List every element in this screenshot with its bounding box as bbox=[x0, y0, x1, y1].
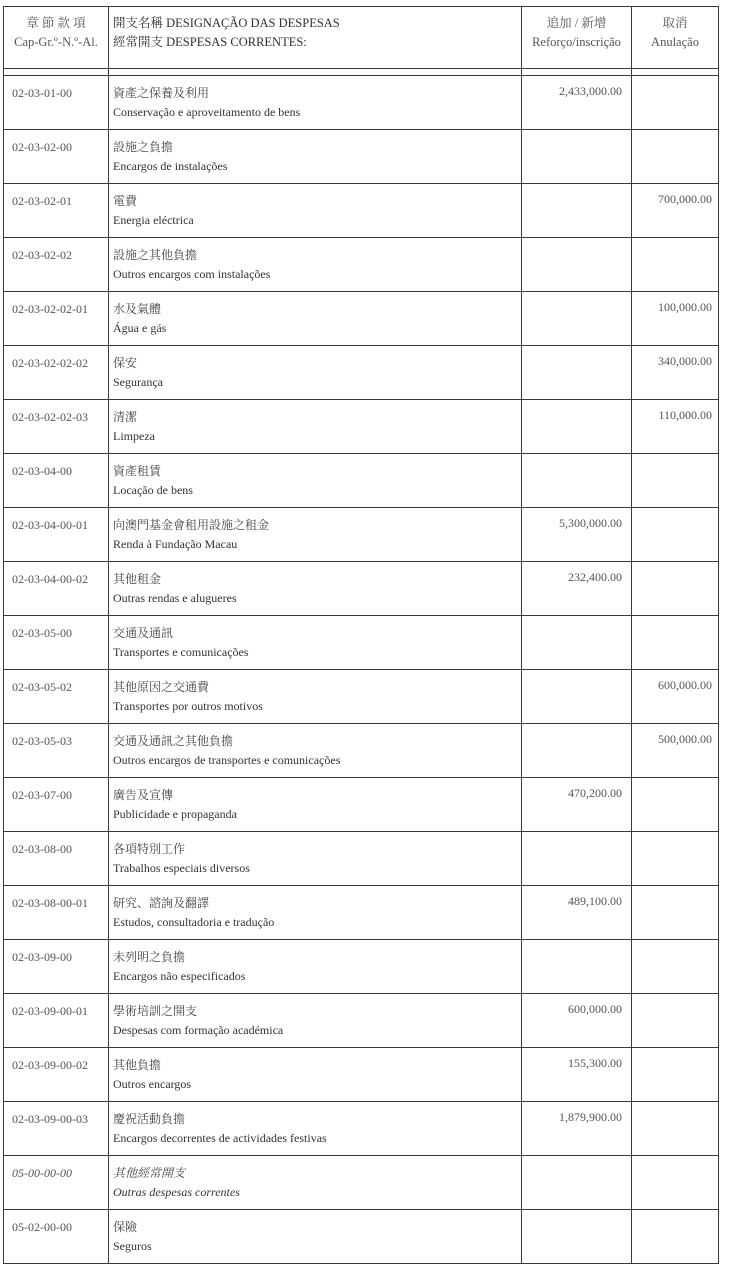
row-code: 02-03-02-02-01 bbox=[4, 292, 109, 346]
table-body bbox=[4, 76, 719, 1264]
table-row bbox=[4, 724, 719, 778]
row-designation-pt: Encargos de instalações bbox=[113, 159, 228, 173]
row-designation-pt: Renda à Fundação Macau bbox=[113, 537, 238, 551]
table-row bbox=[4, 778, 719, 832]
row-designation-zh: 未列明之負擔 bbox=[113, 950, 186, 964]
row-designation-zh: 清潔 bbox=[113, 410, 138, 424]
row-reforco-amount bbox=[522, 184, 632, 238]
row-designation-zh: 水及氣體 bbox=[113, 302, 162, 316]
row-designation-zh: 資產租賃 bbox=[113, 464, 162, 478]
row-designation bbox=[109, 130, 522, 184]
row-anulacao-amount bbox=[632, 1156, 719, 1210]
table-row bbox=[4, 832, 719, 886]
row-designation-pt: Conservação e aproveitamento de bens bbox=[113, 105, 301, 119]
table-row bbox=[4, 886, 719, 940]
header-designation-line2: 經常開支 DESPESAS CORRENTES: bbox=[113, 35, 307, 49]
row-anulacao-amount: 600,000.00 bbox=[632, 670, 719, 724]
table-row bbox=[4, 1156, 719, 1210]
header-anulacao-pt: Anulação bbox=[651, 35, 699, 49]
row-reforco-amount bbox=[522, 130, 632, 184]
row-reforco-amount bbox=[522, 940, 632, 994]
row-reforco-amount: 600,000.00 bbox=[522, 994, 632, 1048]
row-designation-pt: Outras despesas correntes bbox=[113, 1185, 240, 1199]
table-row bbox=[4, 616, 719, 670]
header-code-pt: Cap-Gr.º-N.º-Al. bbox=[14, 35, 98, 49]
row-designation bbox=[109, 778, 522, 832]
row-reforco-amount: 155,300.00 bbox=[522, 1048, 632, 1102]
row-designation bbox=[109, 832, 522, 886]
budget-table bbox=[3, 6, 719, 1264]
header-reforco-zh: 追加 / 新增 bbox=[546, 16, 607, 30]
row-anulacao-amount: 500,000.00 bbox=[632, 724, 719, 778]
row-code: 02-03-04-00-02 bbox=[4, 562, 109, 616]
row-code: 02-03-09-00-03 bbox=[4, 1102, 109, 1156]
row-code: 02-03-08-00 bbox=[4, 832, 109, 886]
row-designation-zh: 研究、諮詢及翻譯 bbox=[113, 896, 210, 910]
row-reforco-amount: 1,879,900.00 bbox=[522, 1102, 632, 1156]
row-designation bbox=[109, 238, 522, 292]
row-anulacao-amount: 110,000.00 bbox=[632, 400, 719, 454]
row-designation bbox=[109, 670, 522, 724]
row-anulacao-amount bbox=[632, 1102, 719, 1156]
row-designation bbox=[109, 562, 522, 616]
row-code: 02-03-08-00-01 bbox=[4, 886, 109, 940]
row-code: 02-03-01-00 bbox=[4, 76, 109, 130]
row-reforco-amount bbox=[522, 670, 632, 724]
row-designation bbox=[109, 400, 522, 454]
row-designation-zh: 交通及通訊 bbox=[113, 626, 174, 640]
row-designation bbox=[109, 184, 522, 238]
row-reforco-amount: 489,100.00 bbox=[522, 886, 632, 940]
row-designation-zh: 電費 bbox=[113, 194, 138, 208]
row-code: 02-03-02-01 bbox=[4, 184, 109, 238]
header-code-zh: 章 節 款 項 bbox=[26, 16, 86, 30]
row-designation bbox=[109, 940, 522, 994]
row-reforco-amount: 470,200.00 bbox=[522, 778, 632, 832]
table-row bbox=[4, 508, 719, 562]
row-anulacao-amount bbox=[632, 454, 719, 508]
row-designation-pt: Locação de bens bbox=[113, 483, 193, 497]
row-reforco-amount bbox=[522, 238, 632, 292]
row-anulacao-amount bbox=[632, 130, 719, 184]
table-row bbox=[4, 1102, 719, 1156]
row-designation-zh: 保安 bbox=[113, 356, 138, 370]
row-designation bbox=[109, 994, 522, 1048]
header-designation-column bbox=[109, 7, 522, 69]
row-designation-zh: 其他租金 bbox=[113, 572, 162, 586]
row-designation bbox=[109, 346, 522, 400]
row-designation-pt: Transportes por outros motivos bbox=[113, 699, 263, 713]
row-reforco-amount bbox=[522, 292, 632, 346]
row-anulacao-amount bbox=[632, 832, 719, 886]
table-row bbox=[4, 238, 719, 292]
row-designation-pt: Outros encargos bbox=[113, 1077, 192, 1091]
row-code: 02-03-09-00-02 bbox=[4, 1048, 109, 1102]
row-designation-pt: Encargos decorrentes de actividades festivas bbox=[113, 1131, 327, 1145]
row-designation bbox=[109, 1102, 522, 1156]
row-reforco-amount bbox=[522, 724, 632, 778]
row-designation-pt: Água e gás bbox=[113, 321, 167, 335]
row-designation-pt: Despesas com formação académica bbox=[113, 1023, 284, 1037]
row-designation-pt: Energia eléctrica bbox=[113, 213, 194, 227]
row-code: 05-00-00-00 bbox=[4, 1156, 109, 1210]
row-designation-pt: Estudos, consultadoria e tradução bbox=[113, 915, 275, 929]
row-designation-pt: Limpeza bbox=[113, 429, 155, 443]
header-reforco-column bbox=[522, 7, 632, 69]
row-designation bbox=[109, 1048, 522, 1102]
row-designation-zh: 其他原因之交通費 bbox=[113, 680, 210, 694]
row-anulacao-amount bbox=[632, 886, 719, 940]
row-designation-pt: Outros encargos com instalações bbox=[113, 267, 271, 281]
row-reforco-amount bbox=[522, 454, 632, 508]
row-designation bbox=[109, 454, 522, 508]
row-designation bbox=[109, 886, 522, 940]
row-designation-zh: 慶祝活動負擔 bbox=[113, 1112, 186, 1126]
row-anulacao-amount bbox=[632, 1210, 719, 1264]
row-reforco-amount bbox=[522, 832, 632, 886]
row-designation bbox=[109, 508, 522, 562]
row-anulacao-amount bbox=[632, 940, 719, 994]
table-row bbox=[4, 1048, 719, 1102]
row-designation-zh: 設施之負擔 bbox=[113, 140, 174, 154]
table-row bbox=[4, 670, 719, 724]
table-row bbox=[4, 130, 719, 184]
row-code: 05-02-00-00 bbox=[4, 1210, 109, 1264]
row-designation bbox=[109, 616, 522, 670]
row-code: 02-03-02-02-02 bbox=[4, 346, 109, 400]
table-row bbox=[4, 1210, 719, 1264]
row-designation-zh: 資產之保養及利用 bbox=[113, 86, 210, 100]
table-row bbox=[4, 940, 719, 994]
table-row bbox=[4, 184, 719, 238]
row-code: 02-03-04-00 bbox=[4, 454, 109, 508]
row-designation-zh: 學術培訓之開支 bbox=[113, 1004, 198, 1018]
row-designation-zh: 交通及通訊之其他負擔 bbox=[113, 734, 234, 748]
row-code: 02-03-09-00 bbox=[4, 940, 109, 994]
table-row bbox=[4, 76, 719, 130]
row-reforco-amount: 2,433,000.00 bbox=[522, 76, 632, 130]
table-row bbox=[4, 346, 719, 400]
row-designation bbox=[109, 1156, 522, 1210]
row-designation-pt: Publicidade e propaganda bbox=[113, 807, 237, 821]
row-designation-zh: 保險 bbox=[113, 1220, 138, 1234]
header-gap-row bbox=[4, 69, 719, 76]
row-reforco-amount bbox=[522, 1156, 632, 1210]
row-designation-zh: 向澳門基金會租用設施之租金 bbox=[113, 518, 270, 532]
row-anulacao-amount: 700,000.00 bbox=[632, 184, 719, 238]
row-code: 02-03-05-00 bbox=[4, 616, 109, 670]
row-anulacao-amount bbox=[632, 76, 719, 130]
table-header bbox=[4, 7, 719, 76]
row-designation-pt: Outros encargos de transportes e comunicações bbox=[113, 753, 341, 767]
table-row bbox=[4, 562, 719, 616]
row-anulacao-amount bbox=[632, 994, 719, 1048]
row-reforco-amount bbox=[522, 400, 632, 454]
row-designation-zh: 廣告及宣傳 bbox=[113, 788, 174, 802]
row-designation-pt: Seguros bbox=[113, 1239, 152, 1253]
row-reforco-amount bbox=[522, 616, 632, 670]
header-anulacao-column bbox=[632, 7, 719, 69]
row-designation bbox=[109, 76, 522, 130]
row-code: 02-03-02-00 bbox=[4, 130, 109, 184]
row-reforco-amount bbox=[522, 1210, 632, 1264]
row-designation-pt: Segurança bbox=[113, 375, 163, 389]
row-code: 02-03-07-00 bbox=[4, 778, 109, 832]
header-reforco-pt: Reforço/inscrição bbox=[532, 35, 621, 49]
row-anulacao-amount bbox=[632, 778, 719, 832]
header-code-column bbox=[4, 7, 109, 69]
row-anulacao-amount bbox=[632, 1048, 719, 1102]
row-anulacao-amount bbox=[632, 616, 719, 670]
row-designation-pt: Outras rendas e alugueres bbox=[113, 591, 237, 605]
row-designation-zh: 其他經常開支 bbox=[113, 1166, 186, 1180]
row-designation-pt: Encargos não especificados bbox=[113, 969, 246, 983]
header-designation-line1: 開支名稱 DESIGNAÇÃO DAS DESPESAS bbox=[113, 16, 340, 30]
row-code: 02-03-02-02-03 bbox=[4, 400, 109, 454]
row-designation-zh: 其他負擔 bbox=[113, 1058, 162, 1072]
row-designation-zh: 各項特別工作 bbox=[113, 842, 186, 856]
table-row bbox=[4, 994, 719, 1048]
row-designation bbox=[109, 292, 522, 346]
table-row bbox=[4, 292, 719, 346]
row-anulacao-amount: 340,000.00 bbox=[632, 346, 719, 400]
row-designation-zh: 設施之其他負擔 bbox=[113, 248, 198, 262]
header-anulacao-zh: 取消 bbox=[662, 16, 688, 30]
row-anulacao-amount bbox=[632, 238, 719, 292]
row-reforco-amount bbox=[522, 346, 632, 400]
row-reforco-amount: 5,300,000.00 bbox=[522, 508, 632, 562]
row-designation bbox=[109, 1210, 522, 1264]
row-code: 02-03-05-03 bbox=[4, 724, 109, 778]
row-anulacao-amount bbox=[632, 562, 719, 616]
table-row bbox=[4, 400, 719, 454]
row-designation-pt: Transportes e comunicações bbox=[113, 645, 249, 659]
table-row bbox=[4, 454, 719, 508]
row-anulacao-amount bbox=[632, 508, 719, 562]
row-designation bbox=[109, 724, 522, 778]
row-designation-pt: Trabalhos especiais diversos bbox=[113, 861, 250, 875]
row-code: 02-03-09-00-01 bbox=[4, 994, 109, 1048]
row-code: 02-03-02-02 bbox=[4, 238, 109, 292]
row-code: 02-03-05-02 bbox=[4, 670, 109, 724]
row-anulacao-amount: 100,000.00 bbox=[632, 292, 719, 346]
row-reforco-amount: 232,400.00 bbox=[522, 562, 632, 616]
row-code: 02-03-04-00-01 bbox=[4, 508, 109, 562]
